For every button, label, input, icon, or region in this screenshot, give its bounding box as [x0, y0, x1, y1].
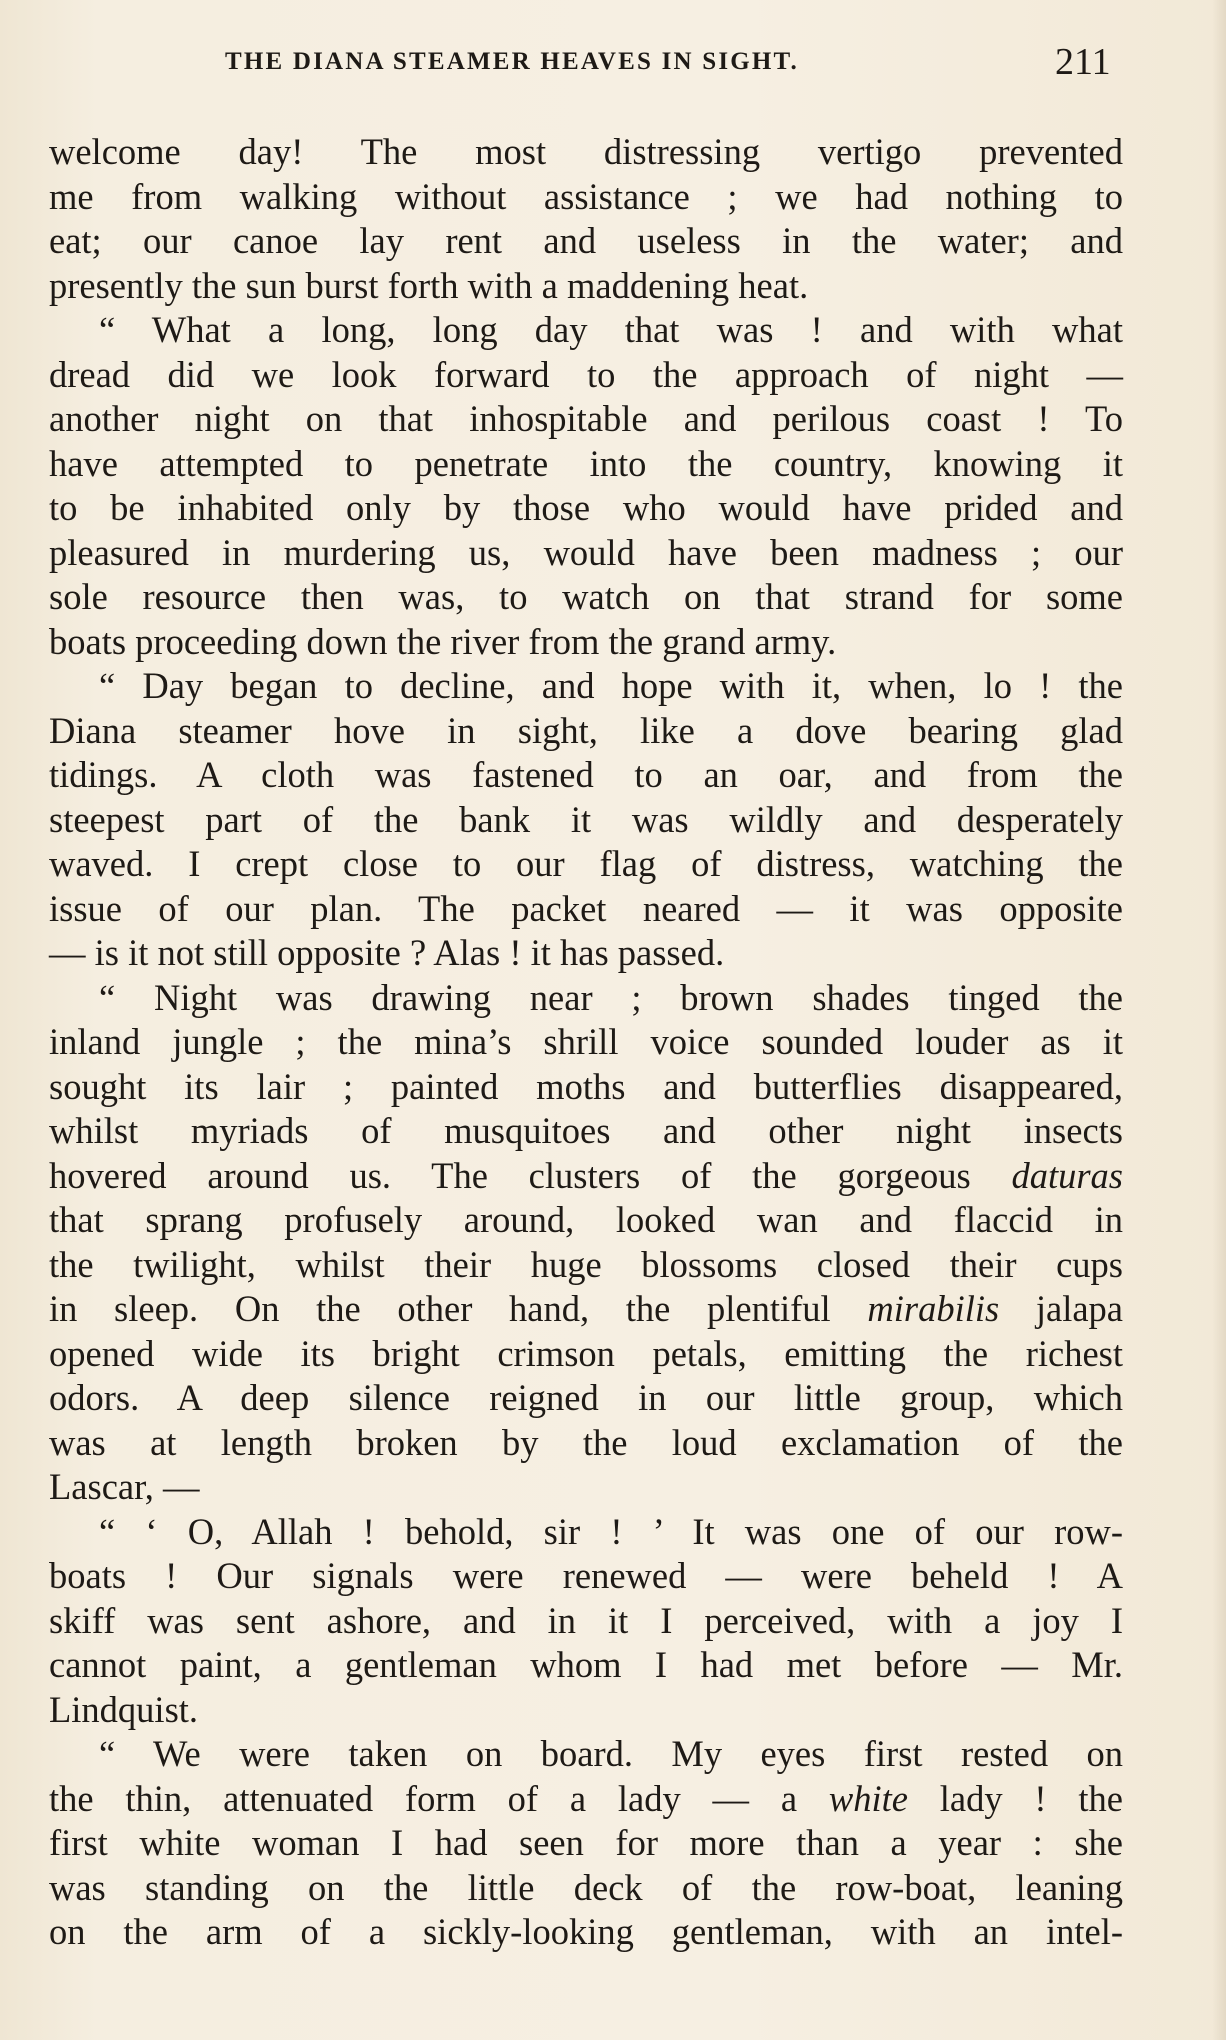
- text-line: tidings. A cloth was fastened to an oar, and from the: [49, 754, 1123, 795]
- text-line: welcome day! The most distressing vertigo prevented: [49, 131, 1123, 172]
- text-line: on the arm of a sickly-looking gentleman, with an intel-: [49, 1911, 1123, 1952]
- text-line: boats ! Our signals were renewed — were beheld ! A: [49, 1555, 1123, 1596]
- text-segment: in sleep. On the other hand, the plentiful: [49, 1288, 868, 1329]
- text-line: steepest part of the bank it was wildly and desperately: [49, 798, 1123, 840]
- text-line: sought its lair ; painted moths and butterflies disappeared,: [49, 1065, 1123, 1107]
- text-line: Diana steamer hove in sight, like a dove bearing glad: [49, 709, 1123, 751]
- text-segment: hovered around us. The clusters of the gorgeous: [49, 1154, 1012, 1196]
- text-line: issue of our plan. The packet neared — it was opposite: [49, 887, 1123, 929]
- text-line: to be inhabited only by those who would have prided and: [49, 487, 1123, 528]
- text-line: “ Day began to decline, and hope with it, when, lo ! the: [99, 665, 1123, 706]
- text-line: odors. A deep silence reigned in our little group, which: [49, 1377, 1123, 1418]
- body-text: [49, 130, 1123, 1955]
- text-line: have attempted to penetrate into the country, knowing it: [49, 442, 1123, 484]
- text-segment: the thin, attenuated form of a lady — a: [49, 1777, 829, 1819]
- text-line: inland jungle ; the mina’s shrill voice sounded louder as it: [49, 1021, 1123, 1062]
- text-line: skiff was sent ashore, and in it I perceived, with a joy I: [49, 1599, 1123, 1641]
- text-line: that sprang profusely around, looked wan and flaccid in: [49, 1199, 1123, 1240]
- text-line: “ ‘ O, Allah ! behold, sir ! ’ It was one of our row-: [99, 1510, 1123, 1552]
- text-line: another night on that inhospitable and perilous coast ! To: [49, 398, 1123, 439]
- text-segment: jalapa: [999, 1288, 1123, 1329]
- text-line: [49, 1287, 1123, 1332]
- text-line: [49, 1154, 1123, 1199]
- text-line: boats proceeding down the river from the grand army.: [49, 620, 837, 662]
- text-line: cannot paint, a gentleman whom I had met before — Mr.: [49, 1644, 1123, 1685]
- page-number: 211: [1055, 41, 1111, 83]
- text-line: the twilight, whilst their huge blossoms closed their cups: [49, 1243, 1123, 1285]
- text-line: dread did we look forward to the approach of night —: [49, 353, 1123, 395]
- text-line: whilst myriads of musquitoes and other night insects: [49, 1110, 1123, 1151]
- text-line: was at length broken by the loud exclamation of the: [49, 1421, 1123, 1463]
- text-line: waved. I crept close to our flag of distress, watching the: [49, 843, 1123, 884]
- text-line: sole resource then was, to watch on that strand for some: [49, 576, 1123, 617]
- text-line: Lindquist.: [49, 1688, 199, 1730]
- text-line: me from walking without assistance ; we had nothing to: [49, 175, 1123, 217]
- running-head-title: THE DIANA STEAMER HEAVES IN SIGHT.: [225, 48, 800, 75]
- text-line: pleasured in murdering us, would have been madness ; our: [49, 531, 1123, 573]
- text-line: “ What a long, long day that was ! and with what: [99, 309, 1123, 350]
- text-line: eat; our canoe lay rent and useless in the water; and: [49, 220, 1123, 261]
- italic-word: mirabilis: [867, 1288, 1000, 1329]
- text-line: presently the sun burst forth with a maddening heat.: [49, 264, 809, 306]
- italic-word: white: [828, 1777, 908, 1819]
- text-line: first white woman I had seen for more than a year : she: [49, 1822, 1123, 1863]
- text-line: [49, 1777, 1123, 1822]
- text-segment: lady ! the: [907, 1777, 1123, 1819]
- text-line: Lascar, —: [49, 1466, 200, 1507]
- text-line: “ We were taken on board. My eyes first rested on: [99, 1733, 1123, 1774]
- text-line: opened wide its bright crimson petals, emitting the richest: [49, 1332, 1123, 1374]
- text-line: “ Night was drawing near ; brown shades tinged the: [99, 976, 1123, 1018]
- italic-word: daturas: [1011, 1154, 1123, 1196]
- text-line: — is it not still opposite ? Alas ! it has passed.: [49, 932, 725, 973]
- text-line: was standing on the little deck of the row-boat, leaning: [49, 1866, 1123, 1908]
- page-edge-shadow: [1212, 0, 1226, 2040]
